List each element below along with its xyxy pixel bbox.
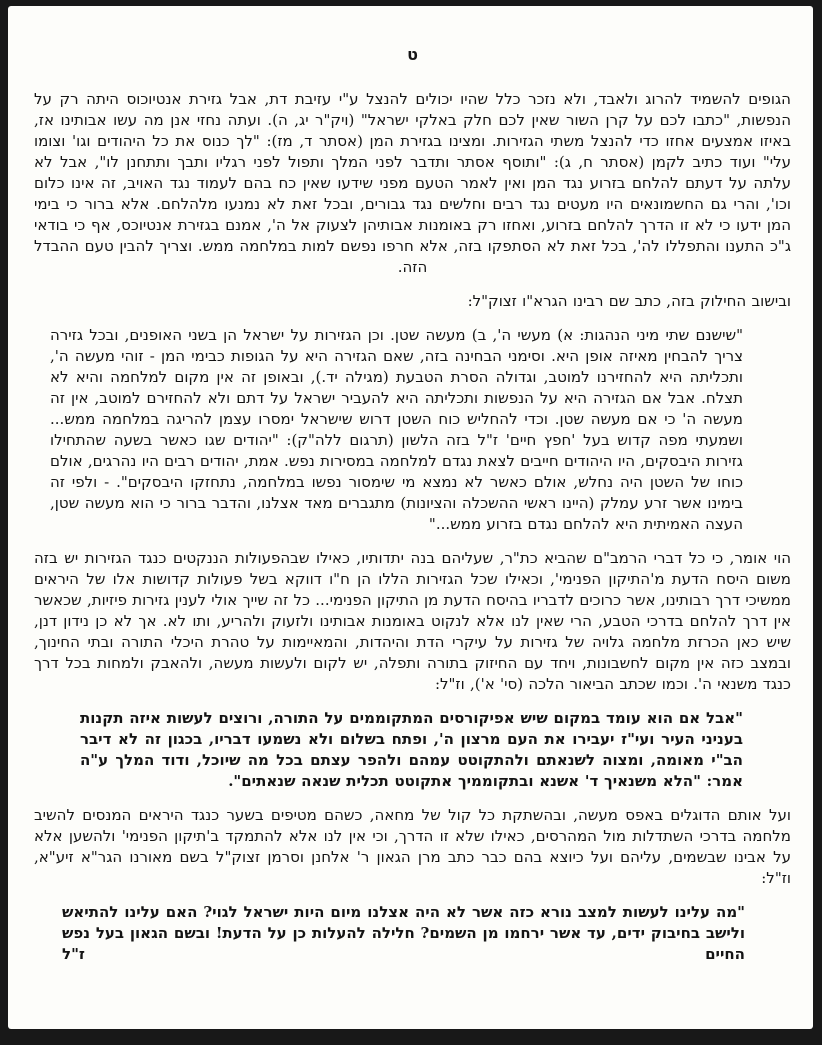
body-paragraph-discussion: הוי אומר, כי כל דברי הרמב"ם שהביא כת"ר, שעליהם בנה יתדותיו, כאילו שבהפעולות הננקטים כנגד הגזירות יש בזה משום היסח הדעת מ'התיקון הפנימי', וכאילו שכל הגזירות הללו הן ח"ו דווקא בשל פעולות קדושות אלו של היראים ממשיכי דרך רבותינו, אשר כרוכים לדבריו בהיסח הדעת מן התיקון הפנימי... כל זה שייך אולי לענין גזירות פיזיות, שכאשר אין דרך להלחם בדרכי הטבע, הרי שאין לנו אלא לנקוט באומנות אבותינו ולזעוק ולהריע, ותו לא. אך לא כן נידון דנן, שיש כאן הכרזת מלחמה גלויה של גזירות על עיקרי הדת והיהדות, והמאיימות על טהרת היכלי התורה ובתי החינוך, ובמצב כזה אין מקום לחשבונות, ויחד עם החיזוק בתורה ותפלה, יש לקום ולעשות מעשה, ולהאבק ולמחות בכל דרך כנגד משנאי ה'. וכמו שכתב הביאור הלכה (סי' א'), וז"ל:	[34, 549, 791, 693]
quote-block-reb-elchonon: "מה עלינו לעשות למצב נורא כזה אשר לא היה אצלנו מיום היות ישראל לגוי? האם עלינו להתיאש ולישב בחיבוק ידים, עד אשר ירחמו מן השמים? חלילה להעלות כן על הדעת! ובשם הגאון בעל נפש החיים ז"ל	[62, 903, 745, 963]
quote-block-biur-halacha: "אבל אם הוא עומד במקום שיש אפיקורסים המתקוממים על התורה, ורוצים לעשות איזה תקנות בעניני העיר ועי"ז יעבירו את העם מרצון ה', ופתח בשלום ולא נשמעו דבריו, בכגון זה לא דיבר הב"י מאומה, ומצוה לשנאתם ולהתקוטט עמהם ולהפר עצתם בכל מה שיוכל, ודוד המלך ע"ה אמר: "הלא משנאיך ד' אשנא ובתקוממיך אתקוטט תכלית שנאה שנאתים".	[80, 709, 743, 790]
document-page	[8, 6, 813, 1029]
body-paragraph-rebuke: ועל אותם הדוגלים באפס מעשה, ובהשתקת כל קול של מחאה, כשהם מטיפים בשער כנגד היראים המנסים להשיב מלחמה בדרכי השתדלות מול המהרסים, כאילו שלא זו הדרך, וכי אין לנו אלא להתמקד ב'תיקון הפנימי' ולהשען אלא על אבינו שבשמים, עליהם ועל כיוצא בהם כבר כתב מרן הגאון ר' אלחנן וסרמן זצוק"ל בשם מאורנו הגר"א זיע"א, וז"ל:	[34, 806, 791, 887]
page-number: ט	[407, 45, 418, 64]
body-paragraph-intro: הגופים להשמיד להרוג ולאבד, ולא נזכר כלל שהיו יכולים להנצל ע"י עזיבת דת, אבל גזירת אנטיוכוס היתה רק על הנפשות, "כתבו לכם על קרן השור שאין לכם חלק באלקי ישראל" (ויק"ר יג, ה). ועתה נחזי אנן מה עשו אבותינו אז, באיזו אמצעים אחזו כדי להנצל משתי הגזירות. ומצינו בגזירת המן (אסתר ד, מז): "לך כנוס את כל היהודים וגו' וצומו עלי" ועוד כתיב לקמן (אסתר ח, ג): "ותוסף אסתר ותדבר לפני המלך ותפול לפני רגליו ותבך ותתחנן לו", אבל לא עלתה על דעתם להלחם בזרוע נגד המן ואין לאמר הטעם מפני שידעו שאין כח בהם לעמוד נגד האויב, זה אינו כלום וכו', והרי גם החשמונאים היו מעטים נגד רבים וחלשים נגד גבורים, ובכל זאת לא נמנעו מלהלחם. אלא ברור כי בימי המן ידעו כי לא זו הדרך להלחם בזרוע, ואחזו רק באומנות אבותיהן לצעוק אל ה', אמנם בגזירת אנטיוכס, אף כי בודאי ג"כ התענו והתפללו לה', בכל זאת לא הסתפקו בזה, אלא חרפו נפשם למות במלחמה ממש. וצריך להבין טעם ההבדל הזה.	[34, 90, 791, 276]
quote-block-grav: "שישנם שתי מיני הנהגות: א) מעשי ה', ב) מעשה שטן. וכן הגזירות על ישראל הן בשני האופנים, ובכל גזירה צריך להבחין מאיזה אופן היא. וסימני הבחינה בזה, שאם הגזירה היא על הגופות כבימי המן - זוהי מעשה ה', ותכליתה היא להחזירנו למוטב, וגדולה הסרת הטבעת (מגילה יד.), ובאופן זה אין מקום למלחמה והיא לא תצלח. אבל אם הגזירה היא על הנפשות ותכליתה היא להעביר ישראל על דתם ולא להחזירם למוטב, אין זה מעשה ה' כי אם מעשה שטן. וכדי להחליש כוח השטן דרוש שישראל ימסרו עצמן להריגה במלחמה ממש... ושמעתי מפה קדוש בעל 'חפץ חיים' ז"ל בזה הלשון (תרגום ללה"ק): "יהודים שגו כאשר בשעה שהתחילו גזירות היבסקים, היו היהודים חייבים לצאת נגדם למלחמה במסירות נפש. אמת, יהודים רבים היו נהרגים, אולם כוחו של השטן היה נחלש, אולם כאשר לא נמצא מי שימסור נפשו במלחמה, נתחזקו היבסקים". - ולפי זה בימינו אשר זרע עמלק (היינו ראשי ההשכלה והציונות) מתגברים מאד אצלנו, והדבר ברור כי הוא מעשה שטן, העצה האמיתית היא להלחם נגדם בזרוע ממש..."	[50, 326, 743, 533]
body-line-introducing-quote: ובישוב החילוק בזה, כתב שם רבינו הגרא"ו זצוק"ל:	[467, 292, 791, 310]
